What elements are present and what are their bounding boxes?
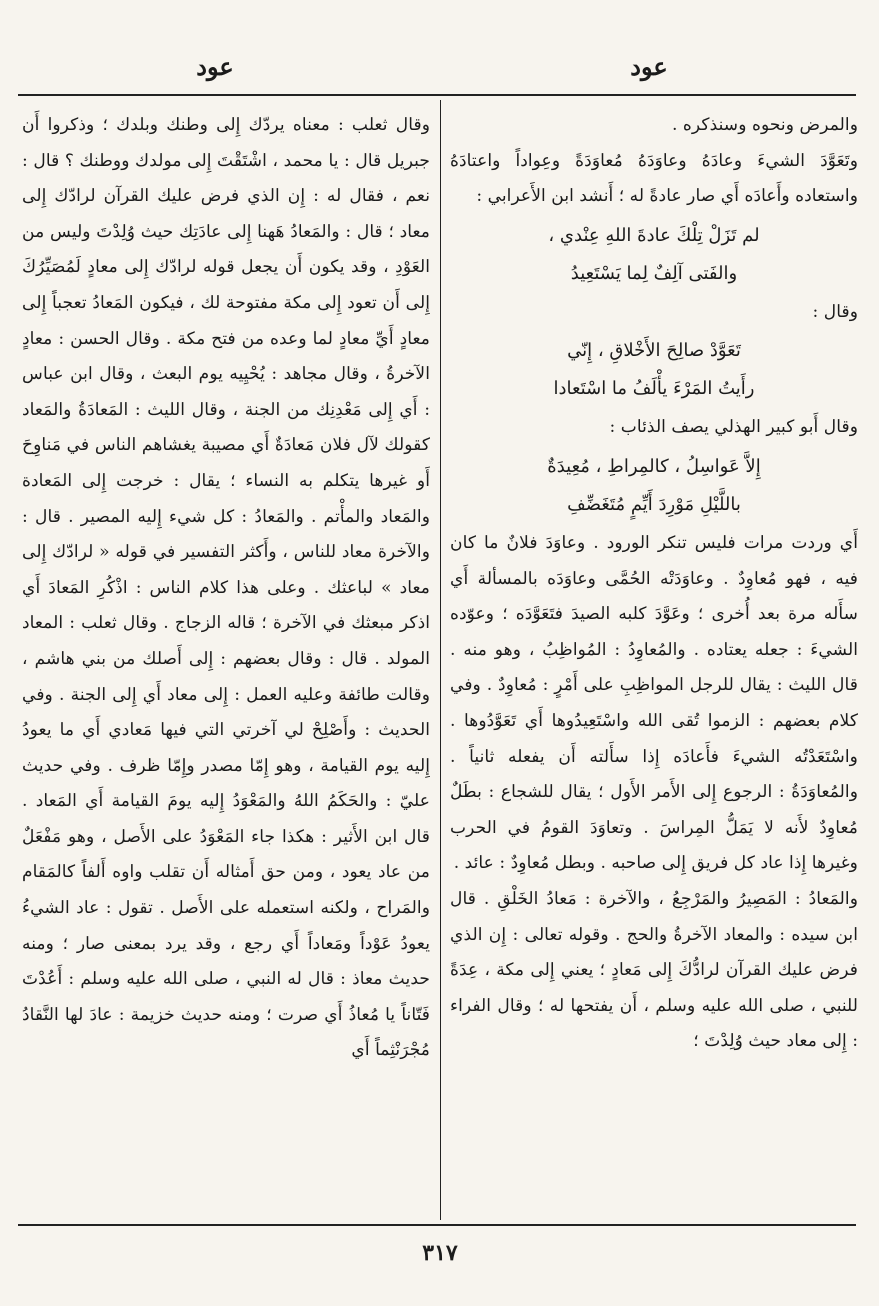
- verse-line: لم تَزَلْ تِلْكَ عادةَ اللهِ عِنْدي ،: [548, 224, 760, 246]
- top-rule: [18, 94, 856, 96]
- verse-line: إِلاَّ عَواسِلُ ، كالمِراطِ ، مُعِيدَةٌ: [547, 455, 761, 477]
- left-column: [22, 108, 430, 1220]
- column-divider: [440, 100, 441, 1220]
- paragraph: وقال ثعلب : معناه يردّك إِلى وطنك وبلدك ؛ وذكروا أَن جبريل قال : يا محمد ، اشْتَقْتَ إِلى مولدك ووطنك ؟ قال : نعم ، فقال له : إِن الذي فرض عليك القرآن لرادّك إِلى معاد ؛ قال : والمَعادُ هَهنا إِلى عادَتِك حيث وُلِدْتَ وليس من العَوْدِ ، وقد يكون أَن يجعل قوله لرادّك إِلى معادٍ لَمُصَيِّرُكَ إِلى أَن تعود إِلى مكة مفتوحة لك ، فيكون المَعادُ تعجباً إِلى معادٍ أَيِّ معادٍ لما وعده من فتح مكة . وقال الحسن : معادٍ الآخرةُ ، وقال مجاهد : يُحْيِيه يوم البعث ، وقال ابن عباس : أَي إِلى مَعْدِنِك من الجنة ، وقال الليث : المَعادَةُ والمَعاد كقولك لآل فلان مَعادَةٌ أَي مصيبة يغشاهم الناس في مَناوِحَ أَو غيرها يتكلم به النساء ؛ يقال : خرجت إِلى المَعادة والمَعاد والمأْتم . والمَعادُ : كل شيء إِليه المصير . قال : والآخرة معاد للناس ، وأَكثر التفسير في قوله « لرادّك إِلى معاد » لباعثك . وعلى هذا كلام الناس : اذْكُرِ المَعادَ أَي اذكر مبعثك في الآخرة ؛ قاله الزجاج . وقال ثعلب : المعاد المولد . قال : وقال بعضهم : إِلى أَصلك من بني هاشم ، وقالت طائفة وعليه العمل : إِلى معاد أَي إِلى الجنة . وفي الحديث : وأَصْلِحْ لي آخرتي التي فيها مَعادي أَي ما يعودُ إِليه يوم القيامة ، وهو إِمّا مصدر وإِمّا ظرف . وفي حديث عليّ : والحَكَمُ اللهُ والمَعْوَدُ إِليه يومَ القيامة أَي المَعاد . قال ابن الأَثير : هكذا جاء المَعْوَدُ على الأَصل ، وهو مَفْعَلٌ من عاد يعود ، ومن حق أَمثاله أَن تقلب واوه أَلفاً كالمَقام والمَراح ، ولكنه استعمله على الأَصل . تقول : عاد الشيءُ يعودُ عَوْداً ومَعاداً أَي رجع ، وقد يرد بمعنى صار ؛ ومنه حديث معاذ : قال له النبي ، صلى الله عليه وسلم : أَعُدْتَ فَتّاناً يا مُعاذُ أَي صرت ؛ ومنه حديث خزيمة : عادَ لها النَّقادُ مُجْرَنْثِماً أَي: [22, 115, 430, 1061]
- paragraph: وتَعَوَّدَ الشيءَ وعادَهُ وعاوَدَهُ مُعاوَدَةً وعِواداً واعتادَهُ واستعاده وأَعادَه أَي صار عادةً له ؛ أَنشد ابن الأَعرابي :: [450, 150, 858, 207]
- headword-left: عود: [196, 52, 234, 81]
- verse-line: والفَتى آلِفٌ لِما يَسْتَعِيدُ: [570, 262, 738, 284]
- paragraph: وقال أَبو كبير الهذلي يصف الذئاب :: [609, 417, 858, 438]
- verse-line: باللَّيْلِ مَوْرِدَ أَيِّمٍ مُتَغَضِّفِ: [567, 493, 741, 515]
- paragraph: والمرض ونحوه وسنذكره .: [671, 115, 858, 135]
- bottom-rule: [18, 1224, 856, 1226]
- headword-right: عود: [630, 52, 668, 81]
- paragraph: أَي وردت مرات فليس تنكر الورود . وعاوَدَ فلانٌ ما كان فيه ، فهو مُعاوِدٌ . وعاوَدَتْه الحُمَّى وعاوَدَه بالمسألة أَي سأَله مرة بعد أُخرى ؛ وعَوَّدَ كلبه الصيدَ فتَعَوَّدَه ؛ وعوّده الشيءَ : جعله يعتاده . والمُعاوِدُ : المُواظِبُ ، وهو منه . قال الليث : يقال للرجل المواظِبِ على أَمْرٍ : مُعاوِدٌ . وفي كلام بعضهم : الزموا تُقى الله واسْتَعِيدُوها أَي تَعَوَّدُوها . واسْتَعَدْتُه الشيءَ فأَعادَه إِذا سأَلته أَن يفعله ثانياً . والمُعاوَدَةُ : الرجوع إِلى الأَمر الأَول ؛ يقال للشجاع : بطَلٌ مُعاوِدٌ لأَنه لا يَمَلُّ المِراسَ . وتعاوَدَ القومُ في الحرب وغيرها إِذا عاد كل فريق إِلى صاحبه . وبطل مُعاوِدٌ : عائد .: [450, 532, 858, 874]
- paragraph: وقال :: [812, 301, 858, 322]
- right-column: [450, 108, 858, 1220]
- verse-line: تَعَوَّدْ صالِحَ الأَخْلاقِ ، إِنّي: [567, 340, 741, 362]
- paragraph: والمَعادُ : المَصِيرُ والمَرْجِعُ ، والآخرة : مَعادُ الخَلْقِ . قال ابن سيده : والمعاد الآخرةُ والحج . وقوله تعالى : إِن الذي فرض عليك القرآن لرادُّكَ إِلى مَعادٍ ؛ يعني إِلى مكة ، عِدَةً للنبي ، صلى الله عليه وسلم ، أَن يفتحها له ؛ وقال الفراء : إِلى معاد حيث وُلِدْتَ ؛: [450, 888, 858, 1052]
- page-number: ٣١٧: [422, 1240, 458, 1266]
- verse-line: رأَيتُ المَرْءَ يأْلَفُ ما اسْتَعادا: [553, 378, 755, 400]
